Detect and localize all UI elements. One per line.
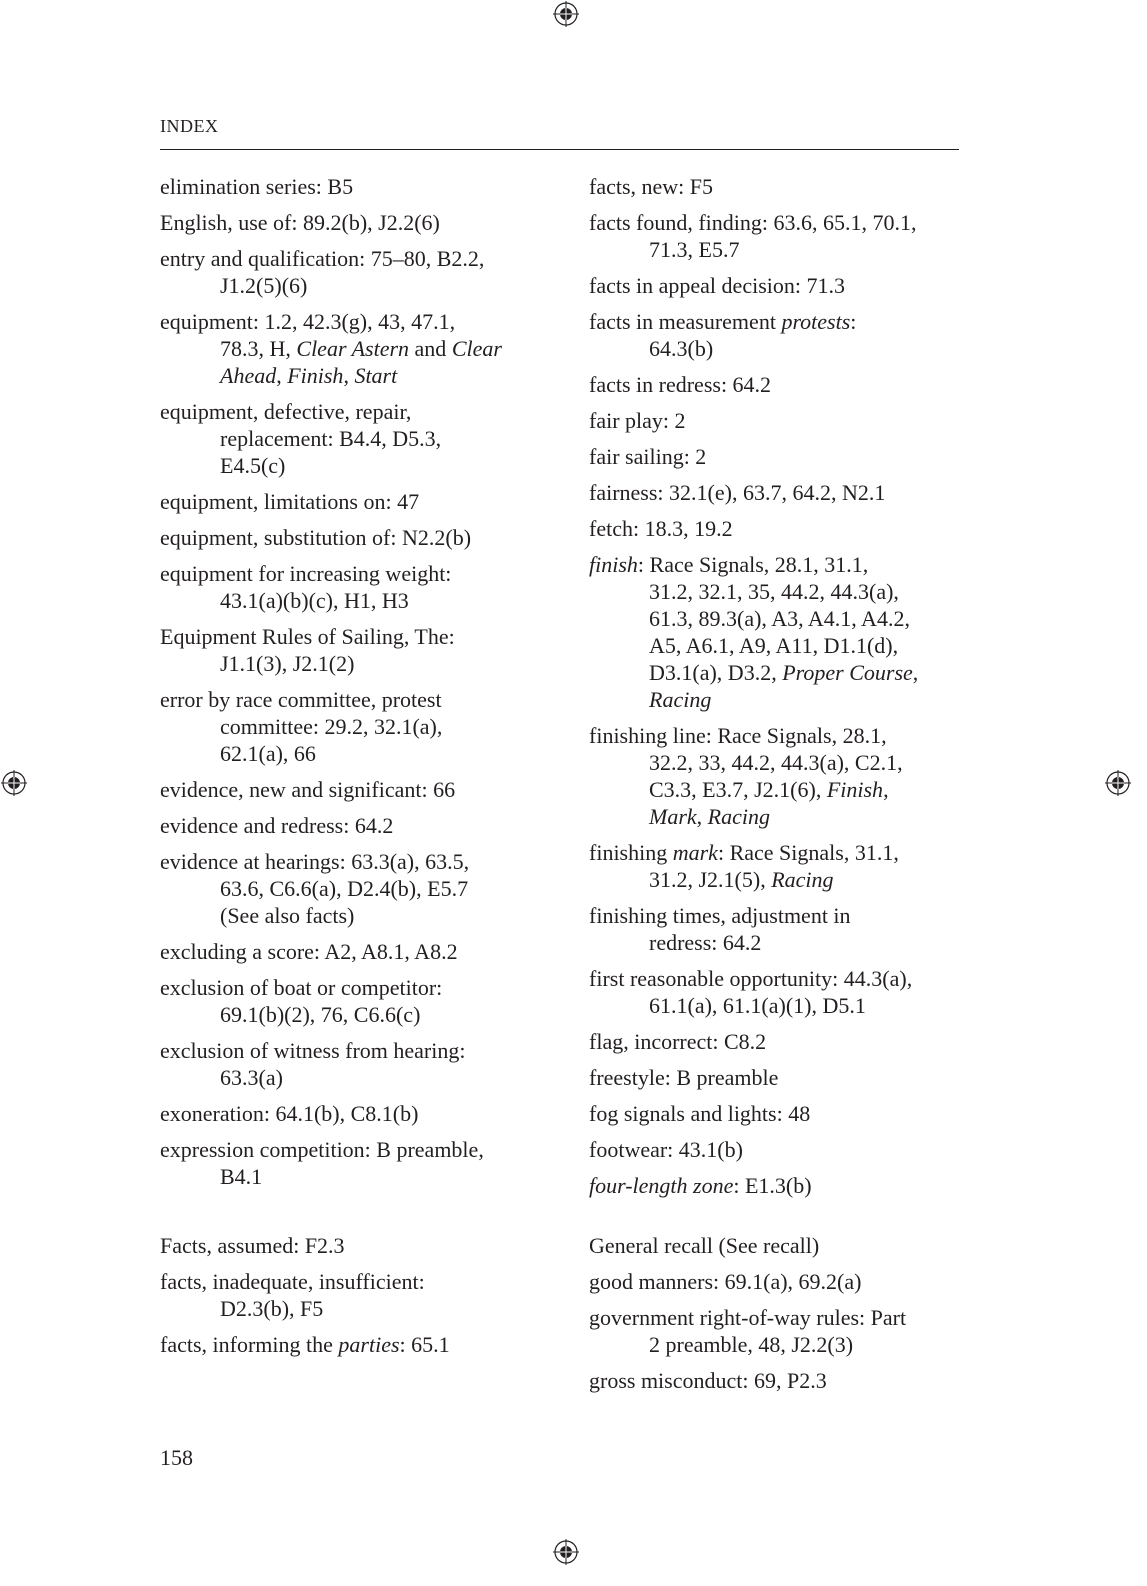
registration-mark-icon — [1, 770, 27, 796]
page-number: 158 — [160, 1445, 193, 1470]
entry-text: 71.3, E5.7 — [649, 237, 740, 262]
entry-first-line — [160, 938, 560, 965]
entry-text: facts, new: F5 — [589, 174, 714, 199]
entry-text: facts in redress: 64.2 — [589, 372, 772, 397]
entry-text: entry and qualification: 75–80, B2.2, — [160, 246, 485, 271]
entry-text: and — [409, 336, 452, 361]
entry-first-line — [160, 524, 560, 551]
entry-text: flag, incorrect: C8.2 — [589, 1029, 767, 1054]
index-entry — [589, 371, 969, 398]
entry-text: D2.3(b), F5 — [220, 1296, 324, 1321]
entry-text: facts in measurement — [589, 309, 782, 334]
index-entry — [160, 1331, 560, 1358]
index-entry — [589, 1028, 969, 1055]
index-entry — [589, 1100, 969, 1127]
entry-text: excluding a score: A2, A8.1, A8.2 — [160, 939, 458, 964]
entry-continuation-line — [589, 866, 969, 893]
entry-continuation-line — [589, 632, 969, 659]
entry-text: : Race Signals, 28.1, 31.1, — [637, 552, 869, 577]
entry-first-line — [589, 443, 969, 470]
italic-term: Racing — [649, 687, 712, 712]
entry-text: J1.2(5)(6) — [220, 273, 308, 298]
entry-continuation-line — [589, 1331, 969, 1358]
entry-text: 64.3(b) — [649, 336, 714, 361]
entry-continuation-line — [589, 659, 969, 686]
entry-text: Facts, assumed: F2.3 — [160, 1233, 345, 1258]
entry-first-line — [160, 974, 560, 1001]
entry-first-line — [589, 1268, 969, 1295]
italic-term: protests — [781, 309, 851, 334]
entry-continuation-line — [160, 335, 560, 362]
entry-text: , — [912, 660, 919, 685]
italic-term: Start — [354, 363, 398, 388]
italic-term: four-length zone — [589, 1173, 734, 1198]
entry-continuation-line — [160, 740, 560, 767]
entry-text: (See also facts) — [220, 903, 355, 928]
index-entry — [589, 1136, 969, 1163]
entry-continuation-line — [589, 605, 969, 632]
entry-text: 31.2, 32.1, 35, 44.2, 44.3(a), — [649, 579, 899, 604]
entry-first-line — [589, 308, 969, 335]
entry-continuation-line — [160, 902, 560, 929]
entry-continuation-line — [160, 650, 560, 677]
entry-text: gross misconduct: 69, P2.3 — [589, 1368, 827, 1393]
entry-continuation-line — [589, 776, 969, 803]
italic-term: Racing — [707, 804, 770, 829]
italic-term: Finish — [826, 777, 884, 802]
entry-text: , — [696, 804, 708, 829]
entry-text: Equipment Rules of Sailing, The: — [160, 624, 455, 649]
italic-term: Clear Astern — [296, 336, 410, 361]
entry-text: fair play: 2 — [589, 408, 686, 433]
entry-text: 32.2, 33, 44.2, 44.3(a), C2.1, — [649, 750, 903, 775]
entry-text: D3.1(a), D3.2, — [649, 660, 783, 685]
index-entry — [160, 488, 560, 515]
entry-first-line — [589, 1136, 969, 1163]
entry-first-line — [589, 209, 969, 236]
section-gap — [589, 1208, 969, 1232]
index-entry — [589, 1304, 969, 1358]
entry-first-line — [589, 1028, 969, 1055]
entry-text: 61.3, 89.3(a), A3, A4.1, A4.2, — [649, 606, 910, 631]
entry-text: A5, A6.1, A9, A11, D1.1(d), — [649, 633, 899, 658]
entry-first-line — [589, 1304, 969, 1331]
entry-text: finishing times, adjustment in — [589, 903, 851, 928]
entry-first-line — [160, 560, 560, 587]
entry-text: , — [883, 777, 889, 802]
entry-first-line — [589, 902, 969, 929]
entry-text: 69.1(b)(2), 76, C6.6(c) — [220, 1002, 421, 1027]
entry-text: : 65.1 — [399, 1332, 450, 1357]
entry-continuation-line — [589, 686, 969, 713]
italic-term: Proper Course — [782, 660, 913, 685]
index-entry — [589, 1367, 969, 1394]
index-column-left — [160, 173, 560, 1367]
entry-text: 31.2, J2.1(5), — [649, 867, 772, 892]
entry-first-line — [589, 965, 969, 992]
index-entry — [160, 398, 560, 479]
index-entry — [589, 479, 969, 506]
entry-first-line — [160, 173, 560, 200]
index-entry — [160, 209, 560, 236]
entry-continuation-line — [160, 272, 560, 299]
entry-text: 43.1(a)(b)(c), H1, H3 — [220, 588, 409, 613]
entry-text: , — [343, 363, 355, 388]
index-entry — [589, 1172, 969, 1199]
entry-continuation-line — [160, 452, 560, 479]
entry-text: finishing line: Race Signals, 28.1, — [589, 723, 887, 748]
entry-text: good manners: 69.1(a), 69.2(a) — [589, 1269, 862, 1294]
entry-continuation-line — [160, 1163, 560, 1190]
entry-text: exoneration: 64.1(b), C8.1(b) — [160, 1101, 419, 1126]
index-entry — [589, 722, 969, 830]
entry-text: fair sailing: 2 — [589, 444, 707, 469]
entry-continuation-line — [589, 578, 969, 605]
entry-text: fog signals and lights: 48 — [589, 1101, 811, 1126]
entry-text: 78.3, H, — [220, 336, 297, 361]
index-entry — [160, 524, 560, 551]
index-entry — [589, 272, 969, 299]
entry-first-line — [160, 308, 560, 335]
entry-text: error by race committee, protest — [160, 687, 442, 712]
index-entry — [160, 776, 560, 803]
entry-text: government right-of-way rules: Part — [589, 1305, 907, 1330]
index-entry — [160, 974, 560, 1028]
entry-text: replacement: B4.4, D5.3, — [220, 426, 442, 451]
entry-text: exclusion of witness from hearing: — [160, 1038, 466, 1063]
entry-text: equipment, defective, repair, — [160, 399, 412, 424]
index-entry — [589, 209, 969, 263]
italic-term: Ahead — [220, 363, 277, 388]
entry-text: equipment, limitations on: 47 — [160, 489, 420, 514]
entry-text: equipment, substitution of: N2.2(b) — [160, 525, 472, 550]
entry-first-line — [160, 776, 560, 803]
italic-term: parties — [338, 1332, 400, 1357]
entry-first-line — [589, 173, 969, 200]
entry-text: B4.1 — [220, 1164, 263, 1189]
index-entry — [589, 443, 969, 470]
entry-continuation-line — [160, 875, 560, 902]
index-entry — [160, 1136, 560, 1190]
entry-first-line — [589, 479, 969, 506]
entry-text: fairness: 32.1(e), 63.7, 64.2, N2.1 — [589, 480, 886, 505]
index-entry — [160, 308, 560, 389]
entry-text: footwear: 43.1(b) — [589, 1137, 743, 1162]
entry-first-line — [589, 1172, 969, 1199]
entry-text: C3.3, E3.7, J2.1(6), — [649, 777, 827, 802]
entry-first-line — [160, 848, 560, 875]
entry-text: : E1.3(b) — [733, 1173, 812, 1198]
registration-mark-icon — [553, 1, 579, 27]
index-entry — [589, 965, 969, 1019]
index-entry — [589, 407, 969, 434]
entry-first-line — [589, 551, 969, 578]
entry-first-line — [160, 686, 560, 713]
index-entry — [589, 173, 969, 200]
italic-term: Mark — [649, 804, 697, 829]
entry-text: expression competition: B preamble, — [160, 1137, 484, 1162]
italic-term: finish — [589, 552, 638, 577]
italic-term: Clear — [451, 336, 502, 361]
entry-text: facts, informing the — [160, 1332, 339, 1357]
entry-continuation-line — [589, 749, 969, 776]
entry-text: exclusion of boat or competitor: — [160, 975, 443, 1000]
section-gap — [160, 1199, 560, 1232]
running-header: INDEX — [160, 116, 219, 136]
index-entry — [160, 623, 560, 677]
index-entry — [589, 1232, 969, 1259]
entry-first-line — [589, 722, 969, 749]
entry-first-line — [160, 209, 560, 236]
entry-first-line — [160, 1100, 560, 1127]
entry-continuation-line — [160, 1295, 560, 1322]
registration-mark-icon — [1105, 770, 1131, 796]
entry-continuation-line — [589, 335, 969, 362]
entry-first-line — [160, 812, 560, 839]
entry-continuation-line — [160, 425, 560, 452]
index-entry — [160, 1037, 560, 1091]
index-entry — [589, 1064, 969, 1091]
entry-text: evidence and redress: 64.2 — [160, 813, 394, 838]
header-rule — [160, 149, 959, 150]
entry-text: equipment: 1.2, 42.3(g), 43, 47.1, — [160, 309, 456, 334]
entry-text: finishing — [589, 840, 673, 865]
entry-continuation-line — [589, 236, 969, 263]
entry-continuation-line — [160, 587, 560, 614]
index-column-right — [589, 173, 969, 1403]
italic-term: Finish — [287, 363, 344, 388]
entry-text: facts found, finding: 63.6, 65.1, 70.1, — [589, 210, 917, 235]
entry-continuation-line — [160, 1001, 560, 1028]
italic-term: Racing — [771, 867, 834, 892]
index-entry — [160, 686, 560, 767]
entry-continuation-line — [589, 929, 969, 956]
entry-text: J1.1(3), J2.1(2) — [220, 651, 355, 676]
entry-text: evidence, new and significant: 66 — [160, 777, 456, 802]
entry-text: freestyle: B preamble — [589, 1065, 779, 1090]
entry-text: elimination series: B5 — [160, 174, 354, 199]
entry-continuation-line — [589, 992, 969, 1019]
entry-first-line — [589, 371, 969, 398]
entry-first-line — [160, 623, 560, 650]
entry-first-line — [160, 398, 560, 425]
index-entry — [589, 551, 969, 713]
entry-text: 62.1(a), 66 — [220, 741, 316, 766]
entry-continuation-line — [160, 713, 560, 740]
entry-first-line — [160, 1232, 560, 1259]
entry-continuation-line — [160, 362, 560, 389]
index-entry — [589, 839, 969, 893]
entry-text: 63.6, C6.6(a), D2.4(b), E5.7 — [220, 876, 469, 901]
entry-text: facts, inadequate, insufficient: — [160, 1269, 425, 1294]
entry-text: 2 preamble, 48, J2.2(3) — [649, 1332, 854, 1357]
entry-first-line — [160, 1331, 560, 1358]
entry-text: equipment for increasing weight: — [160, 561, 452, 586]
index-entry — [589, 515, 969, 542]
entry-text: fetch: 18.3, 19.2 — [589, 516, 733, 541]
index-entry — [160, 245, 560, 299]
italic-term: mark — [672, 840, 718, 865]
entry-text: redress: 64.2 — [649, 930, 762, 955]
entry-text: 63.3(a) — [220, 1065, 283, 1090]
entry-text: 61.1(a), 61.1(a)(1), D5.1 — [649, 993, 866, 1018]
registration-mark-icon — [553, 1539, 579, 1565]
entry-first-line — [589, 1367, 969, 1394]
index-entry — [160, 812, 560, 839]
entry-text: first reasonable opportunity: 44.3(a), — [589, 966, 913, 991]
entry-text: English, use of: 89.2(b), J2.2(6) — [160, 210, 440, 235]
entry-continuation-line — [589, 803, 969, 830]
entry-text: , — [276, 363, 288, 388]
entry-text: : Race Signals, 31.1, — [717, 840, 899, 865]
entry-first-line — [160, 488, 560, 515]
entry-first-line — [160, 245, 560, 272]
index-entry — [160, 173, 560, 200]
index-entry — [160, 560, 560, 614]
entry-text: General recall (See recall) — [589, 1233, 820, 1258]
entry-first-line — [589, 1064, 969, 1091]
entry-first-line — [589, 272, 969, 299]
entry-first-line — [160, 1136, 560, 1163]
entry-first-line — [589, 839, 969, 866]
index-entry — [160, 1232, 560, 1259]
entry-first-line — [160, 1268, 560, 1295]
entry-text: facts in appeal decision: 71.3 — [589, 273, 845, 298]
entry-first-line — [589, 1232, 969, 1259]
index-entry — [160, 938, 560, 965]
entry-first-line — [589, 515, 969, 542]
entry-continuation-line — [160, 1064, 560, 1091]
index-entry — [160, 1100, 560, 1127]
index-entry — [160, 1268, 560, 1322]
index-entry — [589, 1268, 969, 1295]
entry-first-line — [589, 407, 969, 434]
index-entry — [589, 308, 969, 362]
entry-text: evidence at hearings: 63.3(a), 63.5, — [160, 849, 470, 874]
index-entry — [160, 848, 560, 929]
index-entry — [589, 902, 969, 956]
entry-first-line — [589, 1100, 969, 1127]
entry-first-line — [160, 1037, 560, 1064]
entry-text: : — [850, 309, 857, 334]
entry-text: committee: 29.2, 32.1(a), — [220, 714, 443, 739]
entry-text: E4.5(c) — [220, 453, 286, 478]
